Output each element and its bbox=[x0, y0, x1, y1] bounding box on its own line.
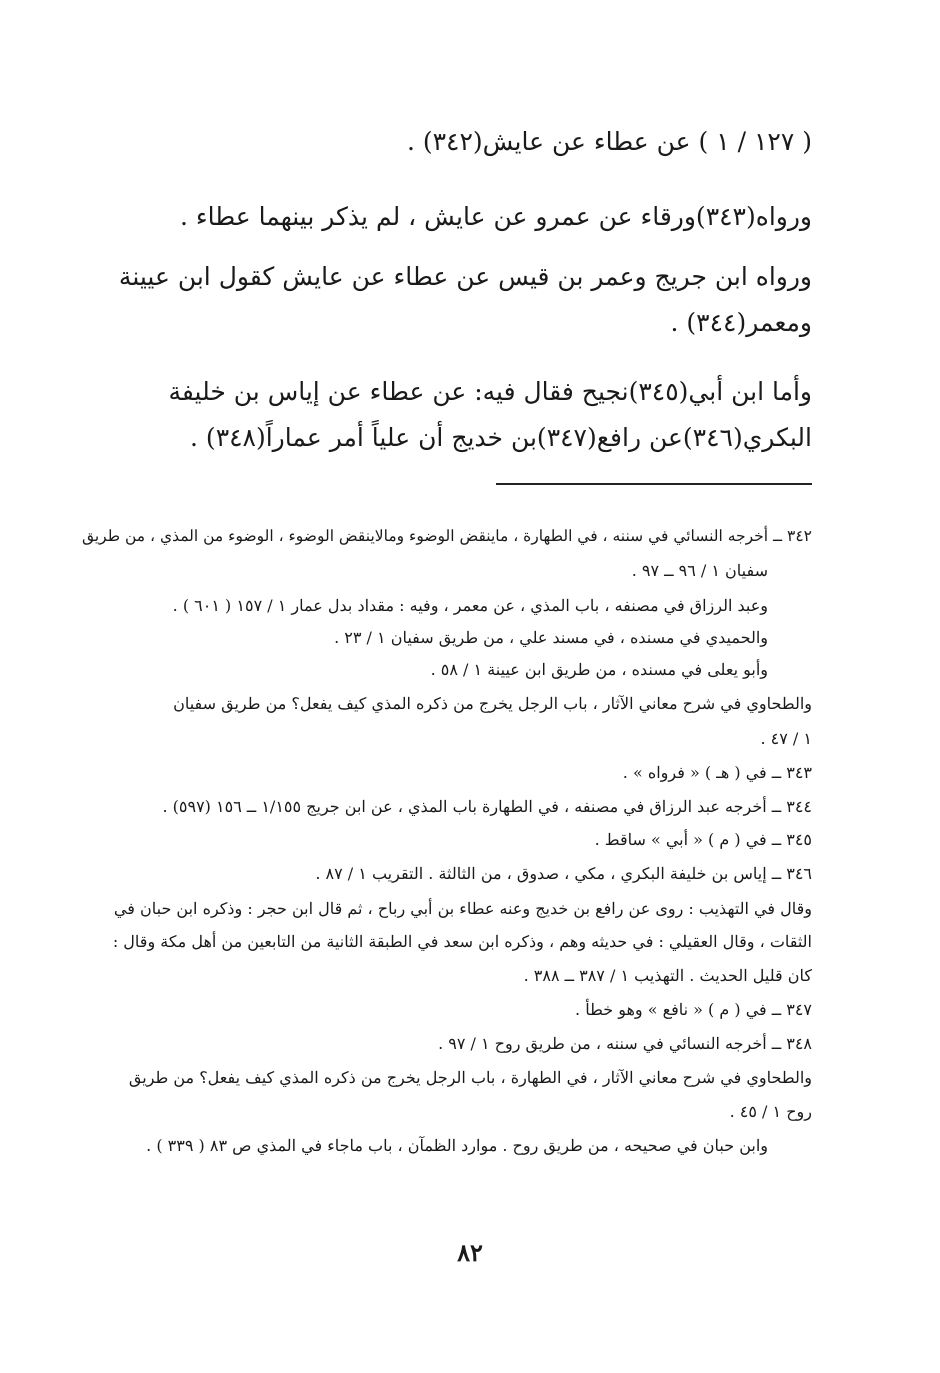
main-text-line: ومعمر(٣٤٤) . bbox=[670, 308, 812, 337]
footnote-line: والحميدي في مسنده ، في مسند علي ، من طريق سفيان ١ / ٢٣ . bbox=[334, 628, 768, 647]
page-number: ٨٢ bbox=[457, 1238, 483, 1267]
footnote-line: ٣٤٧ ــ في ( م ) « نافع » وهو خطأ . bbox=[575, 1000, 812, 1019]
footnote-line: ٣٤٣ ــ في ( هـ ) « فرواه » . bbox=[622, 763, 812, 782]
main-text-line: وأما ابن أبي(٣٤٥)نجيح فقال فيه: عن عطاء عن إياس بن خليفة bbox=[168, 377, 812, 406]
footnote-line: ١ / ٤٧ . bbox=[760, 729, 812, 748]
footnote-line: ٣٤٨ ــ أخرجه النسائي في سننه ، من طريق روح ١ / ٩٧ . bbox=[438, 1034, 812, 1053]
footnote-line: الثقات ، وقال العقيلي : في حديثه وهم ، وذكره ابن سعد في الطبقة الثانية من التابعين من أهل مكة وقال : bbox=[112, 932, 812, 951]
footnote-line: كان قليل الحديث . التهذيب ١ / ٣٨٧ ــ ٣٨٨ . bbox=[523, 966, 812, 985]
main-text-line: ( ١٢٧ / ١ ) عن عطاء عن عايش(٣٤٢) . bbox=[406, 127, 812, 156]
footnote-line: ٣٤٦ ــ إياس بن خليفة البكري ، مكي ، صدوق ، من الثالثة . التقريب ١ / ٨٧ . bbox=[315, 864, 812, 883]
footnote-line: وقال في التهذيب : روى عن رافع بن خديج وعنه عطاء بن أبي رباح ، ثم قال ابن حجر : وذكره ابن حبان في bbox=[113, 899, 812, 918]
main-text-line: البكري(٣٤٦)عن رافع(٣٤٧)بن خديج أن علياً أمر عماراً(٣٤٨) . bbox=[190, 423, 812, 452]
footnote-line: ٣٤٢ ــ أخرجه النسائي في سننه ، في الطهارة ، ماينقض الوضوء ومالاينقض الوضوء ، الوضوء من المذي ، من طريق bbox=[81, 527, 812, 545]
footnote-line: والطحاوي في شرح معاني الآثار ، باب الرجل يخرج من ذكره المذي كيف يفعل؟ من طريق سفيان bbox=[173, 694, 812, 713]
footnote-line: ٣٤٥ ــ في ( م ) « أبي » ساقط . bbox=[594, 830, 812, 849]
footnote-line: وأبو يعلى في مسنده ، من طريق ابن عيينة ١ / ٥٨ . bbox=[430, 660, 768, 679]
footnote-line: والطحاوي في شرح معاني الآثار ، في الطهارة ، باب الرجل يخرج من ذكره المذي كيف يفعل؟ من طريق bbox=[128, 1068, 812, 1087]
footnote-line: وابن حبان في صحيحه ، من طريق روح . موارد الظمآن ، باب ماجاء في المذي ص ٨٣ ( ٣٣٩ ) . bbox=[146, 1136, 768, 1155]
footnote-line: روح ١ / ٤٥ . bbox=[729, 1102, 812, 1121]
footnote-line: وعبد الرزاق في مصنفه ، باب المذي ، عن معمر ، وفيه : مقداد بدل عمار ١ / ١٥٧ ( ٦٠١ ) . bbox=[172, 596, 768, 615]
footnote-line: سفيان ١ / ٩٦ ــ ٩٧ . bbox=[631, 561, 768, 580]
main-text-line: ورواه(٣٤٣)ورقاء عن عمرو عن عايش ، لم يذكر بينهما عطاء . bbox=[180, 202, 812, 231]
footnote-line: ٣٤٤ ــ أخرجه عبد الرزاق في مصنفه ، في الطهارة باب المذي ، عن ابن جريج ١/١٥٥ ــ ١٥٦ (٥٩٧) . bbox=[162, 797, 812, 816]
footnote-divider bbox=[496, 483, 812, 485]
main-text-line: ورواه ابن جريج وعمر بن قيس عن عطاء عن عايش كقول ابن عيينة bbox=[118, 262, 812, 291]
